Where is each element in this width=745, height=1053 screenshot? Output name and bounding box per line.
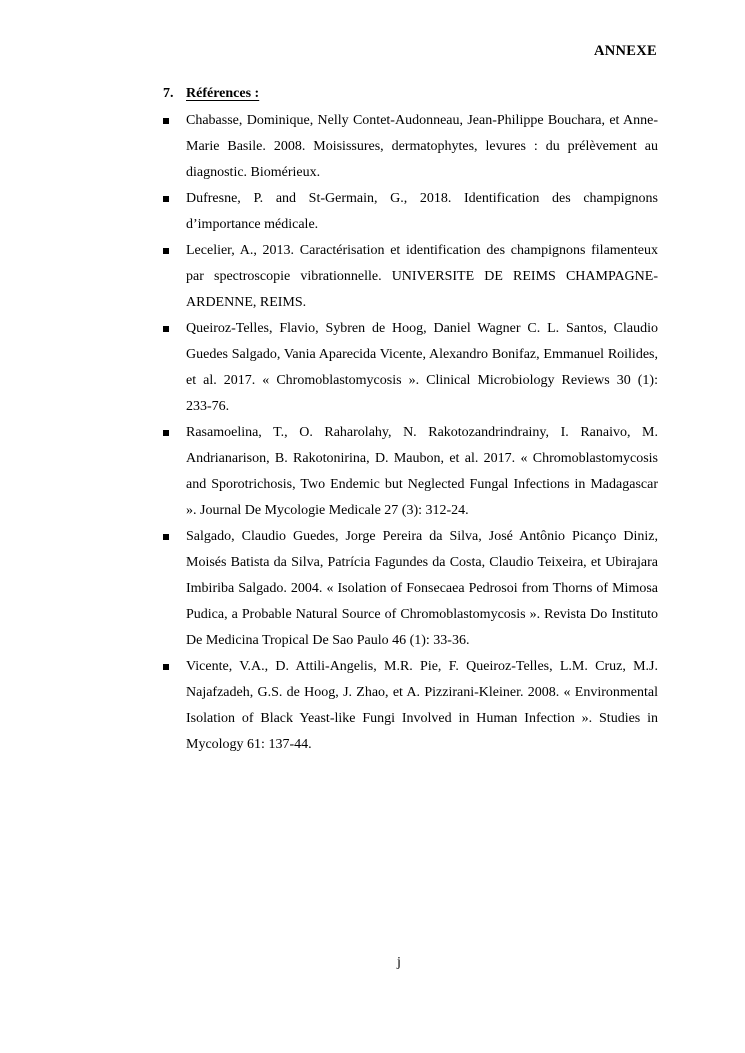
reference-text: Vicente, V.A., D. Attili-Angelis, M.R. Pie, F. Queiroz-Telles, L.M. Cruz, M.J. Najafzadeh, G.S. de Hoog, J. Zhao, et A. Pizzirani-Kleiner. 2008. « Environmental Isolation of Black Yeast-like Fungi Involved in Human Infection ». Studies in Mycology 61: 137‑44.: [186, 659, 658, 752]
reference-text: Lecelier, A., 2013. Caractérisation et identification des champignons filamenteux par spectroscopie vibrationnelle. UNIVERSITE DE REIMS CHAMPAGNE-ARDENNE, REIMS.: [186, 243, 658, 310]
annexe-header-label: ANNEXE: [593, 43, 657, 59]
reference-item: [163, 654, 658, 758]
section-title: Références :: [186, 86, 260, 101]
reference-item: [163, 524, 658, 654]
references-section-heading: [163, 81, 259, 107]
reference-text: Salgado, Claudio Guedes, Jorge Pereira da Silva, José Antônio Picanço Diniz, Moisés Batista da Silva, Patrícia Fagundes da Costa, Claudio Teixeira, et Ubirajara Imbiriba Salgado. 2004. « Isolation of Fonsecaea Pedrosoi from Thorns of Mimosa Pudica, a Probable Natural Source of Chromoblastomycosis ». Revista Do Instituto De Medicina Tropical De Sao Paulo 46 (1): 33‑36.: [186, 529, 658, 648]
bullet-column: [163, 420, 186, 436]
bullet-column: [163, 524, 186, 540]
reference-item: [163, 420, 658, 524]
reference-list: [163, 108, 658, 758]
reference-item: [163, 238, 658, 316]
bullet-square-icon: [163, 664, 169, 670]
bullet-column: [163, 186, 186, 202]
bullet-square-icon: [163, 430, 169, 436]
bullet-square-icon: [163, 326, 169, 332]
page-footer: [163, 950, 635, 976]
reference-item: [163, 108, 658, 186]
reference-text: Chabasse, Dominique, Nelly Contet-Audonneau, Jean-Philippe Bouchara, et Anne-Marie Basile. 2008. Moisissures, dermatophytes, levures : du prélèvement au diagnostic. Biomérieux.: [186, 113, 658, 180]
reference-text: Dufresne, P. and St-Germain, G., 2018. Identification des champignons d’importance médicale.: [186, 191, 658, 232]
page-number: j: [397, 955, 401, 970]
bullet-column: [163, 316, 186, 332]
reference-item: [163, 186, 658, 238]
section-number: 7.: [163, 86, 174, 101]
reference-text: Queiroz-Telles, Flavio, Sybren de Hoog, Daniel Wagner C. L. Santos, Claudio Guedes Salgado, Vania Aparecida Vicente, Alexandro Bonifaz, Emmanuel Roilides, et al. 2017. « Chromoblastomycosis ». Clinical Microbiology Reviews 30 (1): 233‑76.: [186, 321, 658, 414]
bullet-square-icon: [163, 534, 169, 540]
reference-item: [163, 316, 658, 420]
bullet-square-icon: [163, 248, 169, 254]
bullet-column: [163, 238, 186, 254]
bullet-square-icon: [163, 196, 169, 202]
bullet-square-icon: [163, 118, 169, 124]
reference-text: Rasamoelina, T., O. Raharolahy, N. Rakotozandrindrainy, I. Ranaivo, M. Andrianarison, B. Rakotonirina, D. Maubon, et al. 2017. « Chromoblastomycosis and Sporotrichosis, Two Endemic but Neglected Fungal Infections in Madagascar ». Journal De Mycologie Medicale 27 (3): 312‑24.: [186, 425, 658, 518]
bullet-column: [163, 108, 186, 124]
bullet-column: [163, 654, 186, 670]
